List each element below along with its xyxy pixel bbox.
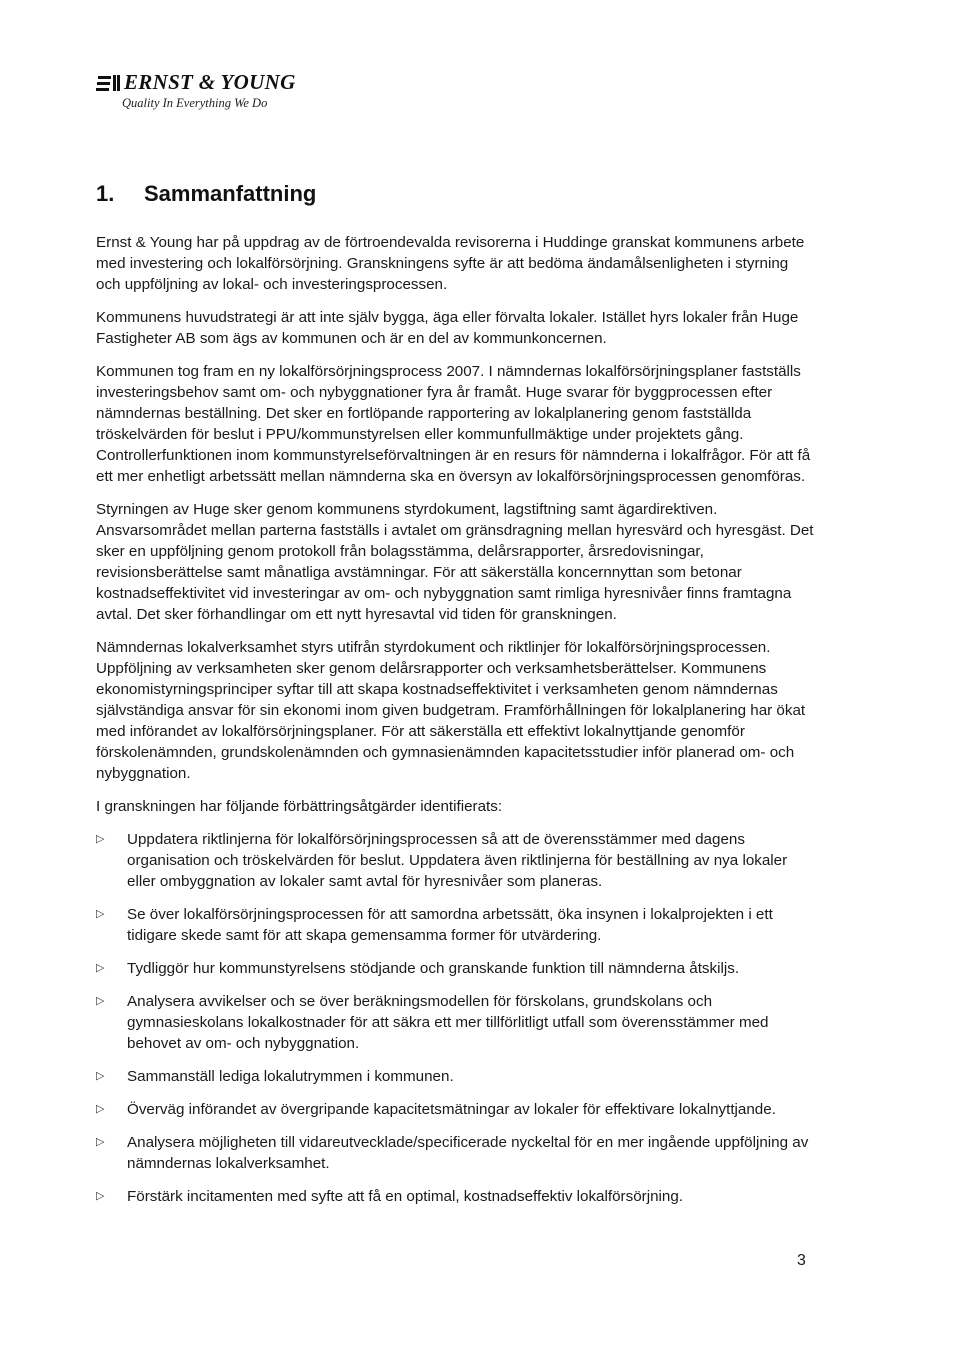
section-title: Sammanfattning: [144, 181, 317, 206]
triangle-bullet-icon: ▷: [96, 962, 105, 974]
section-number: 1.: [96, 181, 115, 206]
list-item-text: Uppdatera riktlinjerna för lokalförsörjningsprocessen så att de överensstämmer med dagens organisation och tröskelvärden för beslut. Uppdatera även riktlinjerna för beställning av nya lokaler eller ombyggnation av lokaler samt avtal för hyresnivåer som planeras.: [127, 831, 788, 890]
list-item: [96, 904, 816, 946]
list-item-text: Förstärk incitamenten med syfte att få en optimal, kostnadseffektiv lokalförsörjning.: [127, 1188, 684, 1205]
triangle-bullet-icon: ▷: [96, 995, 105, 1007]
list-item: [96, 958, 816, 979]
list-item: [96, 1066, 816, 1087]
company-logo: [96, 70, 296, 111]
list-item: [96, 1099, 816, 1120]
list-item-text: Se över lokalförsörjningsprocessen för att samordna arbetssätt, öka insynen i lokalprojekten i ett tidigare skede samt för att skapa gemensamma former för utvärdering.: [127, 906, 773, 944]
list-item: [96, 1132, 816, 1174]
list-item-text: Tydliggör hur kommunstyrelsens stödjande och granskande funktion till nämnderna åtskiljs.: [127, 960, 740, 977]
paragraph-process: Kommunen tog fram en ny lokalförsörjningsprocess 2007. I nämndernas lokalförsörjningsplaner fastställs investeringsbehov samt om- och nybyggnationer fyra år framåt. Huge svarar för byggprocessen efter nämndernas beställning. Det sker en fortlöpande rapportering av lokalplanering genom fastställda tröskelvärden för beslut i PPU/kommunstyrelsen eller kommunfullmäktige under projektets gång. Controllerfunktionen inom kommunstyrelseförvaltningen är en resurs för nämnderna i lokalfrågor. För att få ett mer enhetligt arbetssätt mellan nämnderna ska en översyn av lokalförsörjningsprocessen genomföras.: [96, 363, 811, 485]
list-item: [96, 829, 816, 892]
page-number: 3: [797, 1252, 806, 1269]
list-item-text: Analysera möjligheten till vidareutvecklade/specificerade nyckeltal för en mer ingående uppföljning av nämndernas lokalverksamhet.: [127, 1134, 809, 1172]
list-item-text: Analysera avvikelser och se över beräkningsmodellen för förskolans, grundskolans och gymnasieskolans lokalkostnader för att säkra ett mer tillförlitligt utfall som överensstämmer med behovet av om- och nybyggnation.: [127, 993, 769, 1052]
paragraph-improvements-intro: I granskningen har följande förbättringsåtgärder identifierats:: [96, 798, 503, 815]
list-item: [96, 991, 816, 1054]
document-body: [96, 232, 816, 1219]
logo-row: [96, 70, 296, 95]
list-item: [96, 1186, 816, 1207]
ey-logo-mark-icon: [96, 73, 120, 93]
paragraph-intro: Ernst & Young har på uppdrag av de förtroendevalda revisorerna i Huddinge granskat kommunens arbete med investering och lokalförsörjning. Granskningens syfte är att bedöma ändamålsenligheten i styrning och uppföljning av lokal- och investeringsprocessen.: [96, 234, 805, 293]
triangle-bullet-icon: ▷: [96, 908, 105, 920]
paragraph-strategy: Kommunens huvudstrategi är att inte själv bygga, äga eller förvalta lokaler. Istället hyrs lokaler från Huge Fastigheter AB som ägs av kommunen och är en del av kommunkoncernen.: [96, 309, 799, 347]
list-item-text: Sammanställ lediga lokalutrymmen i kommunen.: [127, 1068, 454, 1085]
improvement-list: [96, 829, 816, 1207]
paragraph-committees: Nämndernas lokalverksamhet styrs utifrån styrdokument och riktlinjer för lokalförsörjningsprocessen. Uppföljning av verksamheten sker genom delårsrapporter och verksamhetsberättelser. Kommunens ekonomistyrningsprinciper syftar till att skapa kostnadseffektivitet i verksamheten genom nämndernas självständiga ansvar för sin ekonomi inom given budgetram. Framförhållningen för lokalplanering har ökat med införandet av lokalförsörjningsplaner. För att säkerställa ett effektivt lokalnyttjande genomför förskolenämnden, grundskolenämnden och gymnasienämnden kapacitetsstudier inför planerad om- och nybyggnation.: [96, 639, 806, 782]
triangle-bullet-icon: ▷: [96, 1103, 105, 1115]
paragraph-governance: Styrningen av Huge sker genom kommunens styrdokument, lagstiftning samt ägardirektiven. Ansvarsområdet mellan parterna fastställs i avtalet om gränsdragning mellan hyresvärd och hyresgäst. Det sker en uppföljning genom protokoll från bolagsstämma, delårsrapporter, årsredovisningar, revisionsberättelse samt månatliga avstämningar. För att säkerställa koncernnyttan som betonar kostnadseffektivitet vid investeringar av om- och nybyggnation samt rimliga hyresnivåer finns framtagna avtal. Det sker förhandlingar om ett nytt hyresavtal vid tiden för granskningen.: [96, 501, 814, 623]
logo-tagline: Quality In Everything We Do: [122, 96, 268, 110]
list-item-text: Överväg införandet av övergripande kapacitetsmätningar av lokaler för effektivare lokalnyttjande.: [127, 1101, 776, 1118]
logo-company-name: ERNST & YOUNG: [124, 70, 296, 94]
triangle-bullet-icon: ▷: [96, 833, 105, 845]
triangle-bullet-icon: ▷: [96, 1070, 105, 1082]
triangle-bullet-icon: ▷: [96, 1190, 105, 1202]
triangle-bullet-icon: ▷: [96, 1136, 105, 1148]
section-heading: [96, 181, 316, 207]
